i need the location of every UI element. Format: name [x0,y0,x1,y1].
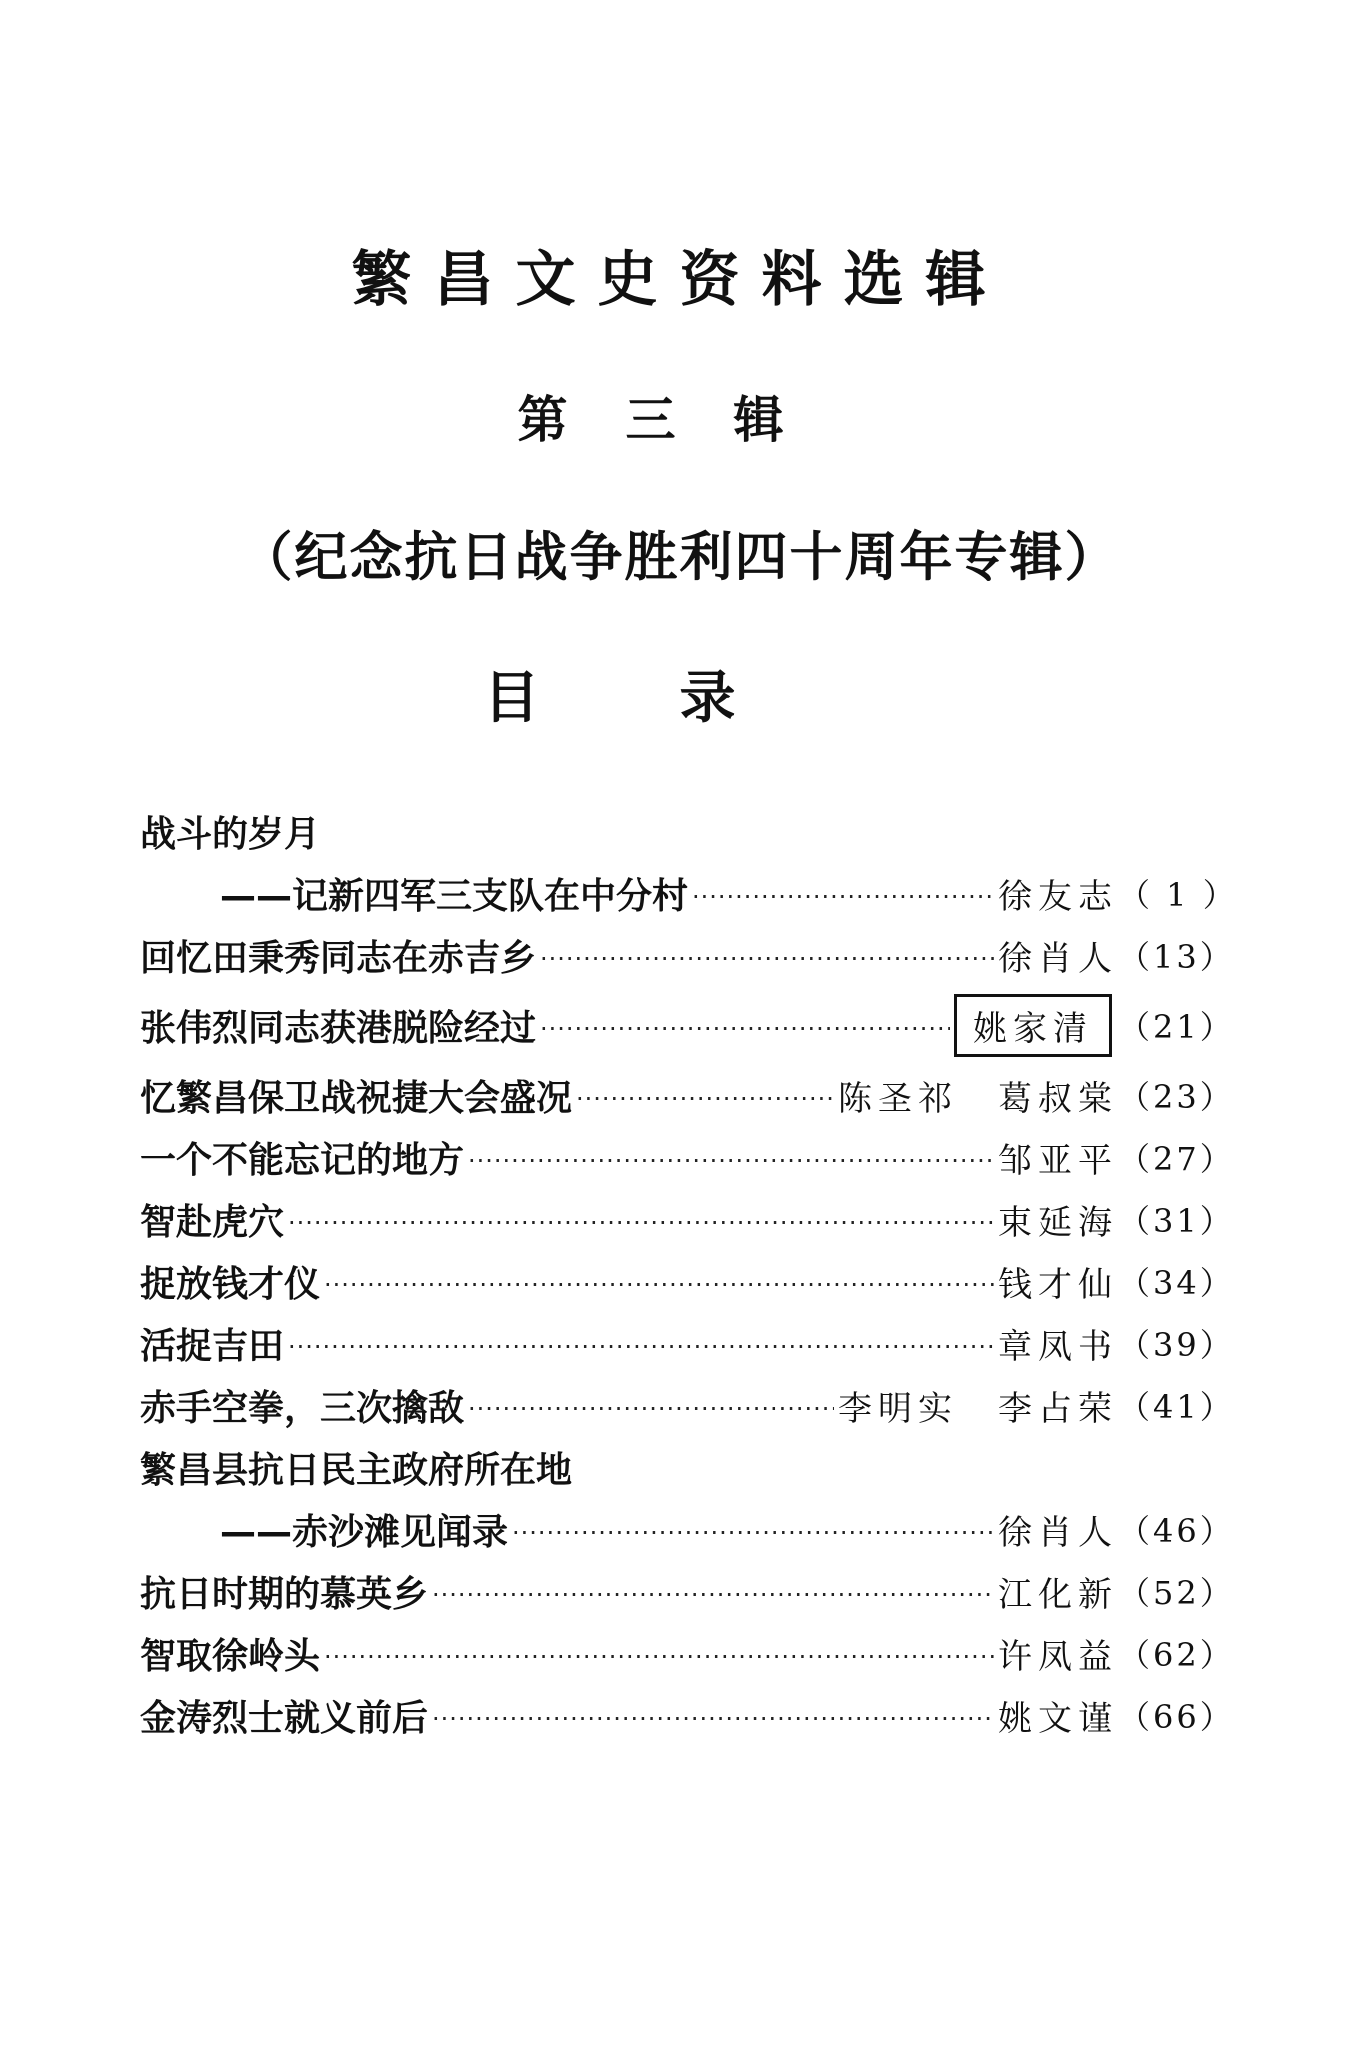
toc-entry-page: （39） [1118,1326,1235,1364]
dot-leader [324,1635,994,1671]
toc-entry [140,986,1235,1064]
dot-leader [324,1263,994,1299]
toc-entry-author-boxed: 姚家清 [954,994,1112,1057]
toc-entry-author: 江化新 [998,1574,1118,1615]
dot-leader [288,1201,994,1237]
toc-entry-page: （31） [1118,1202,1235,1240]
toc-entry-title: 战斗的岁月 [140,813,321,855]
toc-heading: 目录 [483,666,876,731]
toc-entry-author: 许凤益 [998,1636,1118,1677]
toc-entry-title: 赤手空拳，三次擒敌 [140,1387,465,1429]
toc-entry-author: 陈圣祁 [838,1078,958,1119]
subtitle: （纪念抗日战争胜利四十周年专辑） [239,527,1120,588]
toc-entry-title: ——记新四军三支队在中分村 [220,875,689,917]
toc-entry-title: 抗日时期的慕英乡 [140,1573,429,1615]
dot-leader [288,1325,994,1361]
toc-entry-page: （27） [1118,1140,1235,1178]
toc-entry-page: （46） [1118,1512,1235,1550]
toc-entry [140,1312,1235,1374]
dot-leader [432,1573,994,1609]
toc-entry-title: 一个不能忘记的地方 [140,1139,465,1181]
toc-entry-author: 钱才仙 [998,1264,1118,1305]
dot-leader [468,1387,834,1423]
table-of-contents [140,800,1238,1746]
toc-entry [140,862,1238,924]
dot-leader [512,1511,994,1547]
toc-entry-page: （52） [1118,1574,1235,1612]
dot-leader [540,1007,950,1043]
toc-entry [140,1250,1235,1312]
toc-entry-page: （66） [1118,1698,1235,1736]
toc-entry-page: （ 1 ） [1118,876,1238,914]
toc-entry-page: （34） [1118,1264,1235,1302]
dot-leader [540,937,994,973]
toc-entry-author: 邹亚平 [998,1140,1118,1181]
toc-entry-title: 活捉吉田 [140,1325,285,1367]
toc-entry-author: 徐肖人 [998,938,1118,979]
toc-entry-author: 李明实 [838,1388,958,1429]
volume-label: 第三辑 [517,390,842,449]
toc-entry-page: （21） [1118,1008,1235,1046]
toc-entry [140,1064,1235,1126]
toc-entry-author: 束延海 [998,1202,1118,1243]
toc-entry-coauthor: 葛叔棠 [998,1078,1118,1119]
toc-entry-page: （13） [1118,938,1235,976]
toc-entry-author: 徐友志 [998,876,1118,917]
toc-entry-author: 徐肖人 [998,1512,1118,1553]
dot-leader [432,1697,994,1733]
toc-entry-page: （62） [1118,1636,1235,1674]
toc-entry [140,1622,1235,1684]
toc-entry [140,1684,1235,1746]
toc-entry [140,1498,1235,1560]
toc-entry-page: （23） [1118,1078,1235,1116]
toc-entry-title: 捉放钱才仪 [140,1263,321,1305]
toc-entry [140,1374,1235,1436]
toc-entry-title: 智赴虎穴 [140,1201,285,1243]
toc-entry [140,1126,1235,1188]
toc-entry [140,1188,1235,1250]
toc-entry-title: 张伟烈同志获港脱险经过 [140,1007,537,1049]
dot-leader [468,1139,994,1175]
toc-entry [140,1560,1235,1622]
dot-leader [692,875,994,911]
toc-entry-author: 章凤书 [998,1326,1118,1367]
toc-entry-title: 智取徐岭头 [140,1635,321,1677]
main-title: 繁昌文史资料选辑 [351,245,1008,315]
toc-entry-title: 繁昌县抗日民主政府所在地 [140,1449,573,1491]
toc-entry [140,924,1235,986]
toc-entry-title: 回忆田秉秀同志在赤吉乡 [140,937,537,979]
toc-entry-author: 姚文谨 [998,1698,1118,1739]
toc-entry-title: 忆繁昌保卫战祝捷大会盛况 [140,1077,573,1119]
toc-entry-title: ——赤沙滩见闻录 [220,1511,509,1553]
toc-entry [140,1436,1230,1498]
toc-entry-page: （41） [1118,1388,1235,1426]
toc-entry [140,800,1230,862]
toc-entry-coauthor: 李占荣 [998,1388,1118,1429]
toc-entry-title: 金涛烈士就义前后 [140,1697,429,1739]
dot-leader [576,1077,834,1113]
